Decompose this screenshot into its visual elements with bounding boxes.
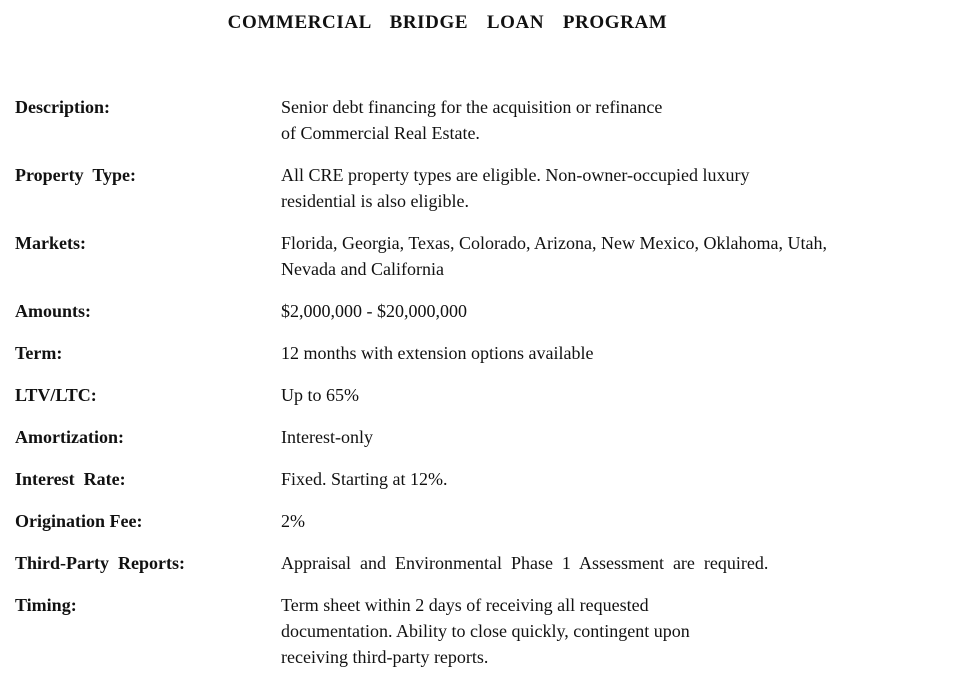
value-line: documentation. Ability to close quickly, contingent upon — [281, 621, 690, 641]
term-list — [0, 36, 955, 670]
value-line: Term sheet within 2 days of receiving all requested — [281, 595, 649, 615]
value-timing — [281, 592, 953, 670]
value-line: residential is also eligible. — [281, 191, 469, 211]
label-amortization: Amortization: — [15, 427, 124, 447]
row-origination-fee — [0, 508, 955, 534]
label-ltv-ltc: LTV/LTC: — [15, 385, 97, 405]
value-term — [281, 340, 953, 366]
row-interest-rate — [0, 466, 955, 492]
label-interest-rate: Interest Rate: — [15, 469, 126, 489]
value-amounts — [281, 298, 953, 324]
row-timing — [0, 592, 955, 670]
value-line: Fixed. Starting at 12%. — [281, 469, 448, 489]
value-interest-rate — [281, 466, 953, 492]
label-description: Description: — [15, 97, 110, 117]
label-timing: Timing: — [15, 595, 77, 615]
value-amortization — [281, 424, 953, 450]
row-amortization — [0, 424, 955, 450]
value-third-party-reports — [281, 550, 953, 576]
value-line: Nevada and California — [281, 259, 444, 279]
value-ltv-ltc — [281, 382, 953, 408]
label-amounts: Amounts: — [15, 301, 92, 321]
value-line: of Commercial Real Estate. — [281, 123, 480, 143]
value-line: Appraisal and Environmental Phase 1 Assessment are required. — [281, 553, 769, 573]
value-line: Up to 65% — [281, 385, 359, 405]
value-line: All CRE property types are eligible. Non-owner-occupied luxury — [281, 165, 750, 185]
row-markets — [0, 230, 955, 282]
row-property-type — [0, 162, 955, 214]
label-term: Term: — [15, 343, 63, 363]
row-ltv-ltc — [0, 382, 955, 408]
row-amounts — [0, 298, 955, 324]
document-title: COMMERCIAL BRIDGE LOAN PROGRAM — [227, 12, 668, 33]
value-description — [281, 94, 953, 146]
value-line: Interest-only — [281, 427, 373, 447]
value-line: 2% — [281, 511, 305, 531]
value-line: $2,000,000 - $20,000,000 — [281, 301, 467, 321]
row-description — [0, 94, 955, 146]
value-markets — [281, 230, 953, 282]
label-property-type: Property Type: — [15, 165, 136, 185]
value-property-type — [281, 162, 953, 214]
value-line: Florida, Georgia, Texas, Colorado, Arizona, New Mexico, Oklahoma, Utah, — [281, 233, 827, 253]
label-origination-fee: Origination Fee: — [15, 511, 143, 531]
row-third-party-reports — [0, 550, 955, 576]
value-line: receiving third-party reports. — [281, 647, 489, 667]
row-term — [0, 340, 955, 366]
label-markets: Markets: — [15, 233, 86, 253]
value-origination-fee — [281, 508, 953, 534]
value-line: Senior debt financing for the acquisition or refinance — [281, 97, 663, 117]
label-third-party-reports: Third-Party Reports: — [15, 553, 185, 573]
value-line: 12 months with extension options available — [281, 343, 594, 363]
